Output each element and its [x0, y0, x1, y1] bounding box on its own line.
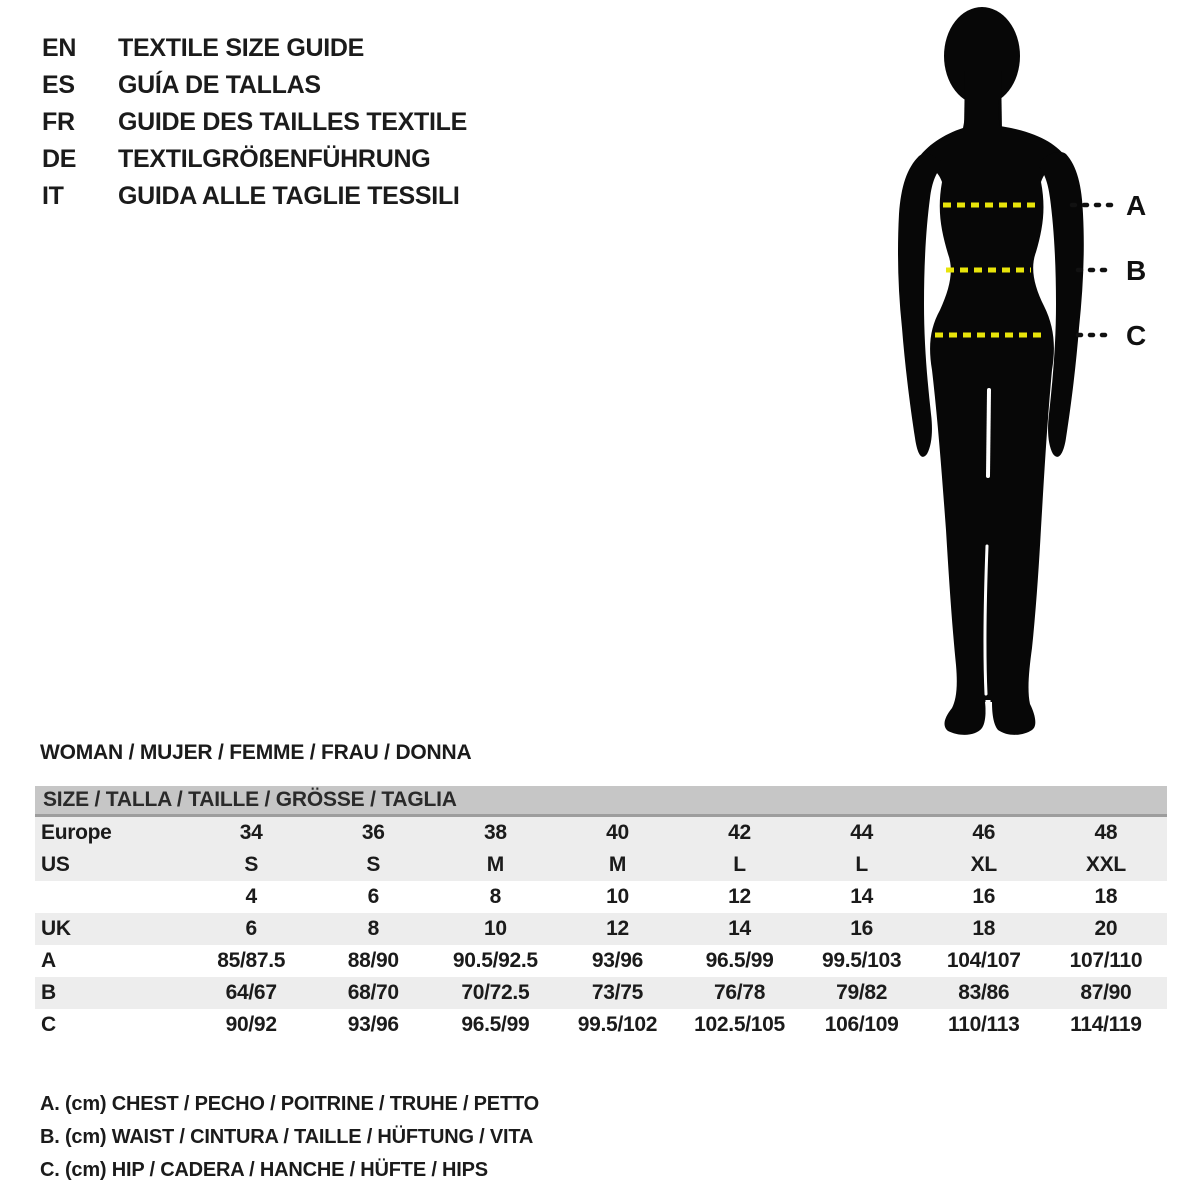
size-cell: 14	[850, 885, 874, 908]
size-cell: 12	[728, 885, 751, 908]
guide-title: GUÍA DE TALLAS	[118, 71, 321, 99]
size-cell: 114/119	[1070, 1013, 1142, 1036]
size-cell: XXL	[1085, 853, 1126, 876]
size-cell: 88/90	[347, 949, 399, 972]
size-cell: 106/109	[824, 1013, 899, 1036]
table-row	[35, 913, 1167, 945]
size-cell: 6	[245, 917, 257, 940]
size-cell: 73/75	[591, 981, 643, 1004]
measure-label-b: B	[1126, 255, 1147, 286]
size-cell: 87/90	[1080, 981, 1132, 1004]
size-cell: 42	[728, 821, 751, 844]
legend-line: C. (cm) HIP / CADERA / HANCHE / HÜFTE / HIPS	[40, 1159, 488, 1181]
size-cell: 79/82	[836, 981, 888, 1004]
guide-title: TEXTILE SIZE GUIDE	[118, 34, 365, 62]
language-row	[42, 104, 467, 141]
size-cell: S	[366, 853, 381, 876]
size-cell: 44	[850, 821, 874, 844]
language-code: DE	[42, 145, 77, 173]
size-cell: 4	[245, 885, 257, 908]
size-cell: 18	[972, 917, 996, 940]
table-row	[35, 977, 1167, 1009]
guide-title: GUIDA ALLE TAGLIE TESSILI	[118, 182, 460, 210]
size-cell: 107/110	[1069, 949, 1143, 972]
measurement-legend	[40, 1088, 539, 1187]
size-cell: 10	[606, 885, 629, 908]
size-cell: 46	[972, 821, 996, 844]
language-code: EN	[42, 34, 77, 62]
size-cell: 83/86	[958, 981, 1010, 1004]
size-cell: 104/107	[946, 949, 1021, 972]
guide-title: GUIDE DES TAILLES TEXTILE	[118, 108, 468, 136]
size-cell: 16	[972, 885, 996, 908]
size-cell: 99.5/103	[821, 949, 902, 972]
size-cell: 96.5/99	[705, 949, 774, 972]
size-cell: M	[486, 853, 504, 876]
language-code: FR	[42, 108, 75, 136]
section-title-woman: WOMAN / MUJER / FEMME / FRAU / DONNA	[40, 741, 472, 764]
size-cell: 8	[367, 917, 379, 940]
table-row	[35, 1009, 1167, 1041]
row-label: A	[41, 949, 56, 972]
measure-label-c: C	[1126, 320, 1147, 351]
size-cell: L	[733, 853, 746, 876]
size-cell: 93/96	[347, 1013, 399, 1036]
legend-line: B. (cm) WAIST / CINTURA / TAILLE / HÜFTUNG / VITA	[40, 1126, 534, 1148]
row-label	[35, 881, 190, 913]
size-cell: 6	[367, 885, 379, 908]
size-cell: 40	[606, 821, 629, 844]
size-cell: XL	[970, 853, 997, 876]
table-row	[35, 849, 1167, 881]
size-cell: 34	[239, 821, 263, 844]
size-cell: 85/87.5	[217, 949, 286, 972]
row-label: C	[41, 1013, 56, 1036]
legend-line: A. (cm) CHEST / PECHO / POITRINE / TRUHE / PETTO	[40, 1093, 539, 1115]
language-row	[42, 67, 467, 104]
size-cell: M	[608, 853, 627, 876]
woman-silhouette-figure	[886, 0, 1200, 740]
language-code: IT	[42, 182, 64, 210]
size-cell: 90.5/92.5	[452, 949, 538, 972]
size-cell: 38	[483, 821, 507, 844]
size-cell: 93/96	[591, 949, 643, 972]
size-cell: 36	[361, 821, 385, 844]
row-label: Europe	[41, 821, 112, 844]
size-cell: S	[244, 853, 259, 876]
silhouette-svg	[886, 0, 1200, 740]
row-label: US	[41, 853, 70, 876]
size-table-header-row	[35, 786, 1167, 816]
row-label: UK	[41, 917, 71, 940]
size-cell: 14	[728, 917, 751, 940]
size-cell: 8	[489, 885, 502, 908]
row-label: B	[41, 981, 56, 1004]
guide-title: TEXTILGRÖßENFÜHRUNG	[118, 145, 431, 173]
language-code: ES	[42, 71, 75, 99]
size-cell: 110/113	[947, 1013, 1020, 1036]
size-cell: 48	[1094, 821, 1118, 844]
language-row	[42, 178, 467, 215]
table-row	[35, 816, 1167, 850]
language-guide-list	[42, 30, 467, 215]
size-table	[35, 786, 1167, 1041]
measure-label-a: A	[1126, 190, 1147, 221]
size-cell: 76/78	[714, 981, 766, 1004]
size-cell: 99.5/102	[577, 1013, 658, 1036]
size-cell: 16	[850, 917, 874, 940]
size-cell: 102.5/105	[694, 1013, 785, 1036]
size-cell: 90/92	[225, 1013, 277, 1036]
size-cell: 68/70	[347, 981, 399, 1004]
size-cell: 64/67	[225, 981, 277, 1004]
size-cell: L	[855, 853, 868, 876]
language-row	[42, 30, 467, 67]
thigh-gap	[988, 390, 989, 476]
size-table-header: SIZE / TALLA / TAILLE / GRÖSSE / TAGLIA	[35, 786, 1167, 816]
size-table-body	[35, 816, 1167, 1042]
size-cell: 10	[483, 917, 507, 940]
language-row	[42, 141, 467, 178]
size-cell: 96.5/99	[461, 1013, 530, 1036]
table-row	[35, 881, 1167, 913]
size-cell: 18	[1094, 885, 1118, 908]
size-cell: 12	[606, 917, 629, 940]
size-cell: 70/72.5	[461, 981, 530, 1004]
table-row	[35, 945, 1167, 977]
woman-silhouette-body	[917, 95, 1067, 735]
size-cell: 20	[1094, 917, 1118, 940]
